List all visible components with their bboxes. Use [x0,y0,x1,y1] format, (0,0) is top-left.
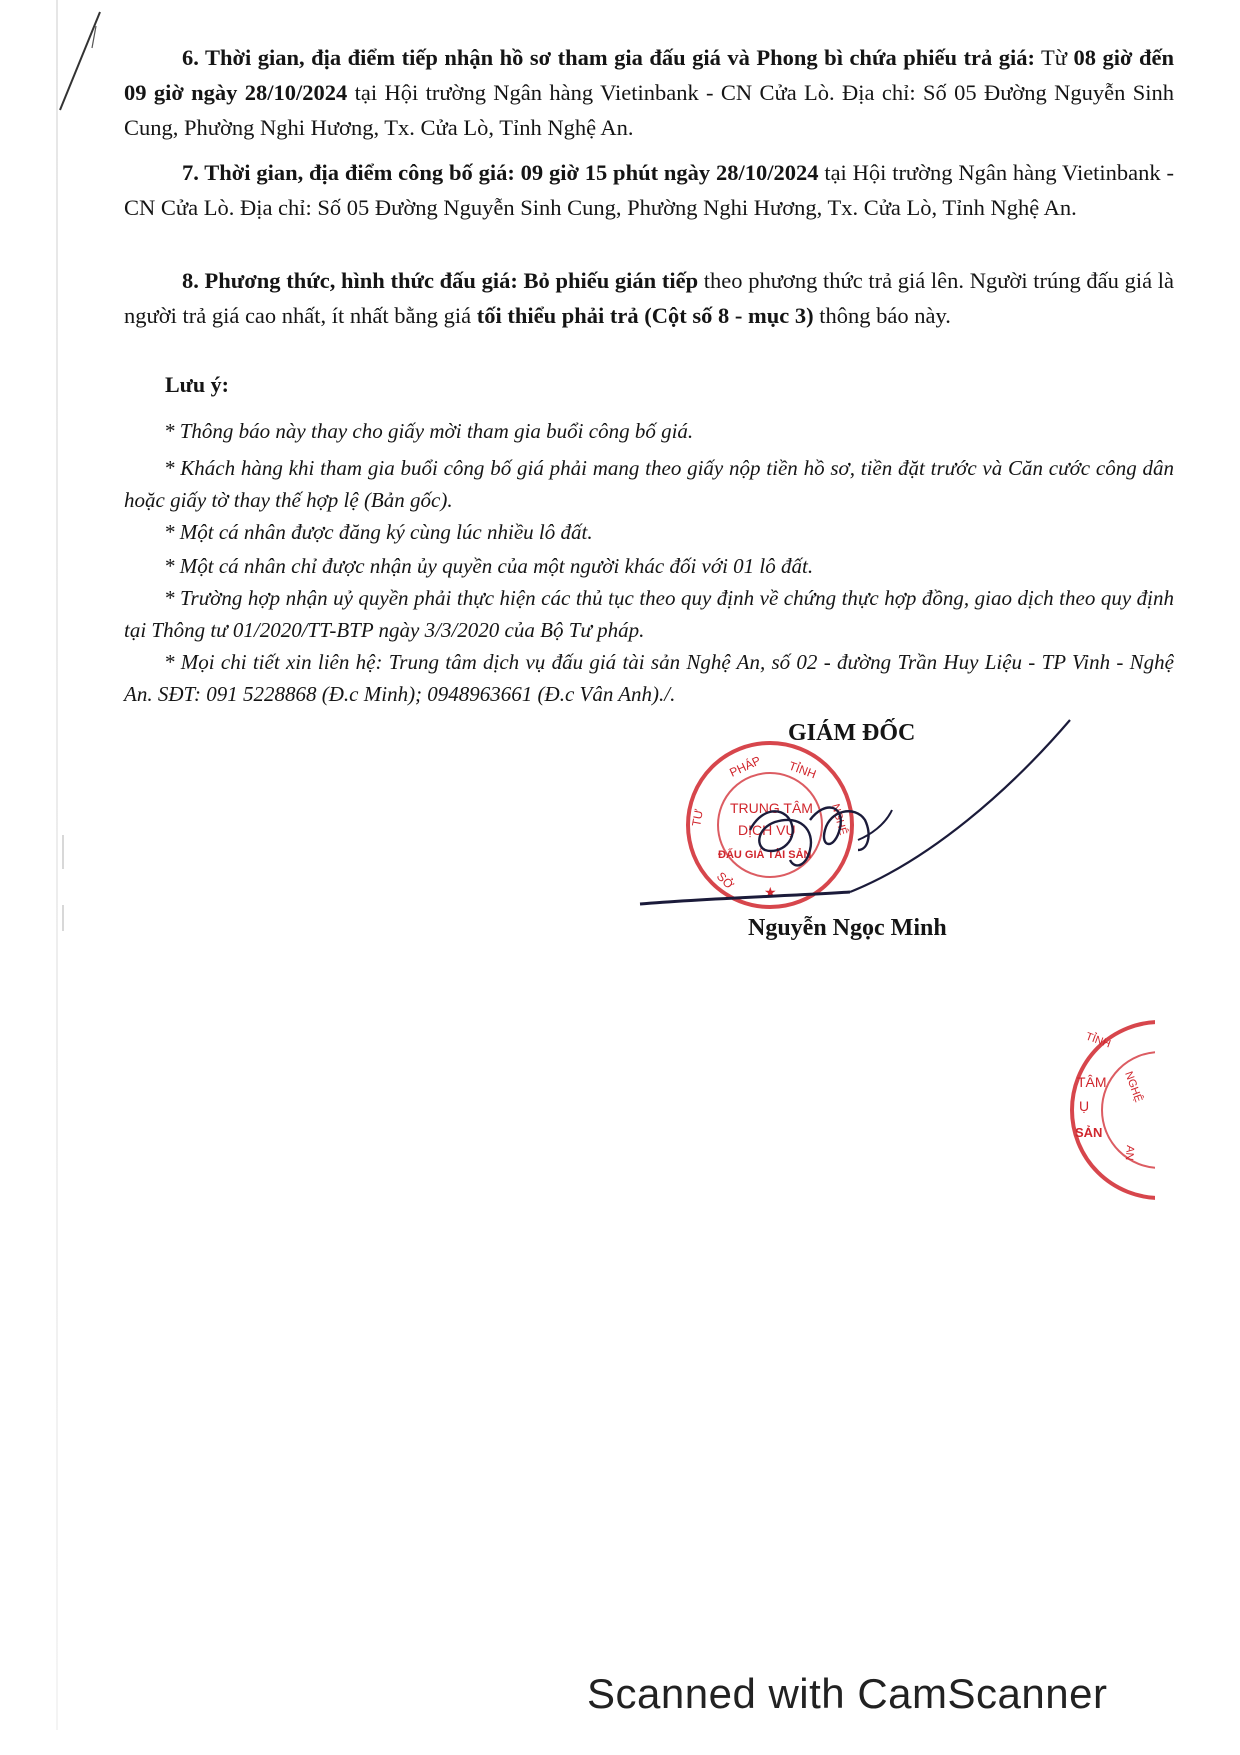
note-item: * Một cá nhân chỉ được nhận ủy quyền của một người khác đối với 01 lô đất. [164,554,814,578]
paragraph-8 [124,263,1174,333]
stamp-edge-text: AN [1122,1144,1136,1162]
stamp-text: TỈNH [786,758,819,782]
stamp-text: SỞ [713,869,737,893]
paragraph-text-run: theo phương thức trả giá lên. Người trúng đấu giá là người trả giá cao nhất, ít nhất bằng giá [124,268,1174,328]
paragraph-text-run: tại Hội trường Ngân hàng Vietinbank - CN Cửa Lò. Địa chỉ: Số 05 Đường Nguyễn Sinh Cung, Phường Nghi Hương, Tx. Cửa Lò, Tỉnh Nghệ An. [124,160,1174,220]
scan-artifact [62,905,64,931]
paragraph-6 [124,40,1174,145]
stamp-edge-text: TỈNH [1083,1030,1113,1051]
stamp-edge-text: NGHỆ [1122,1069,1145,1104]
note-item: * Một cá nhân được đăng ký cùng lúc nhiều lô đất. [164,520,593,544]
note-item: * Khách hàng khi tham gia buổi công bố giá phải mang theo giấy nộp tiền hồ sơ, tiền đặt trước và Căn cước công dân hoặc giấy tờ thay thế hợp lệ (Bản gốc). [124,456,1174,512]
stamp-text: ĐẤU GIÁ TÀI SẢN [718,849,812,861]
paragraph-text-run: 08 giờ đến 09 giờ ngày 28/10/2024 [124,45,1174,105]
stamp-edge-mark [1065,1015,1155,1205]
handwritten-signature [630,710,1090,910]
paragraph-text-run: 6. Thời gian, địa điểm tiếp nhận hồ sơ tham gia đấu giá và Phong bì chứa phiếu trả giá: [182,45,1035,70]
pen-mark-icon [52,8,112,118]
stamp-text: PHÁP [727,753,763,780]
signatory-title: GIÁM ĐỐC [788,720,916,746]
paragraph-text-run: tại Hội trường Ngân hàng Vietinbank - CN Cửa Lò. Địa chỉ: Số 05 Đường Nguyễn Sinh Cung, Phường Nghi Hương, Tx. Cửa Lò, Tỉnh Nghệ An. [124,80,1174,140]
paragraph-7 [124,155,1174,225]
paragraph-text-run: 8. Phương thức, hình thức đấu giá: Bỏ phiếu gián tiếp [182,268,699,293]
paragraph-text-run: thông báo này. [813,303,951,328]
stamp-text: TƯ [689,807,707,828]
note-item: * Thông báo này thay cho giấy mời tham gia buổi công bố giá. [164,419,694,443]
paragraph-text-run: 7. Thời gian, địa điểm công bố giá: 09 giờ 15 phút ngày 28/10/2024 [182,160,819,185]
stamp-edge-text: SẢN [1075,1125,1103,1140]
signatory-name: Nguyễn Ngọc Minh [748,915,947,941]
paragraph-text-run: Từ [1034,45,1074,70]
note-item: * Mọi chi tiết xin liên hệ: Trung tâm dịch vụ đấu giá tài sản Nghệ An, số 02 - đường Trần Huy Liệu - TP Vinh - Nghệ An. SĐT: 091 5228868 (Đ.c Minh); 0948963661 (Đ.c Vân Anh)./. [124,650,1174,706]
stamp-edge-text: TÂM [1077,1074,1107,1090]
stamp-text: NGHỆ [829,802,849,837]
note-title: Lưu ý: [165,372,229,397]
paragraph-text-run: tối thiểu phải trả (Cột số 8 - mục 3) [476,303,814,328]
note-item: * Trường hợp nhận uỷ quyền phải thực hiện các thủ tục theo quy định về chứng thực hợp đồng, giao dịch theo quy định tại Thông tư 01/2020/TT-BTP ngày 3/3/2020 của Bộ Tư pháp. [124,586,1174,642]
stamp-text: DỊCH VỤ [738,822,796,838]
svg-text:★: ★ [764,885,777,901]
stamp-text: TRUNG TÂM [730,800,813,816]
scanner-watermark: Scanned with CamScanner [587,1670,1108,1717]
scan-artifact [62,835,64,869]
stamp-edge-text: Ụ [1079,1098,1090,1114]
scan-edge-shadow [56,0,58,1730]
